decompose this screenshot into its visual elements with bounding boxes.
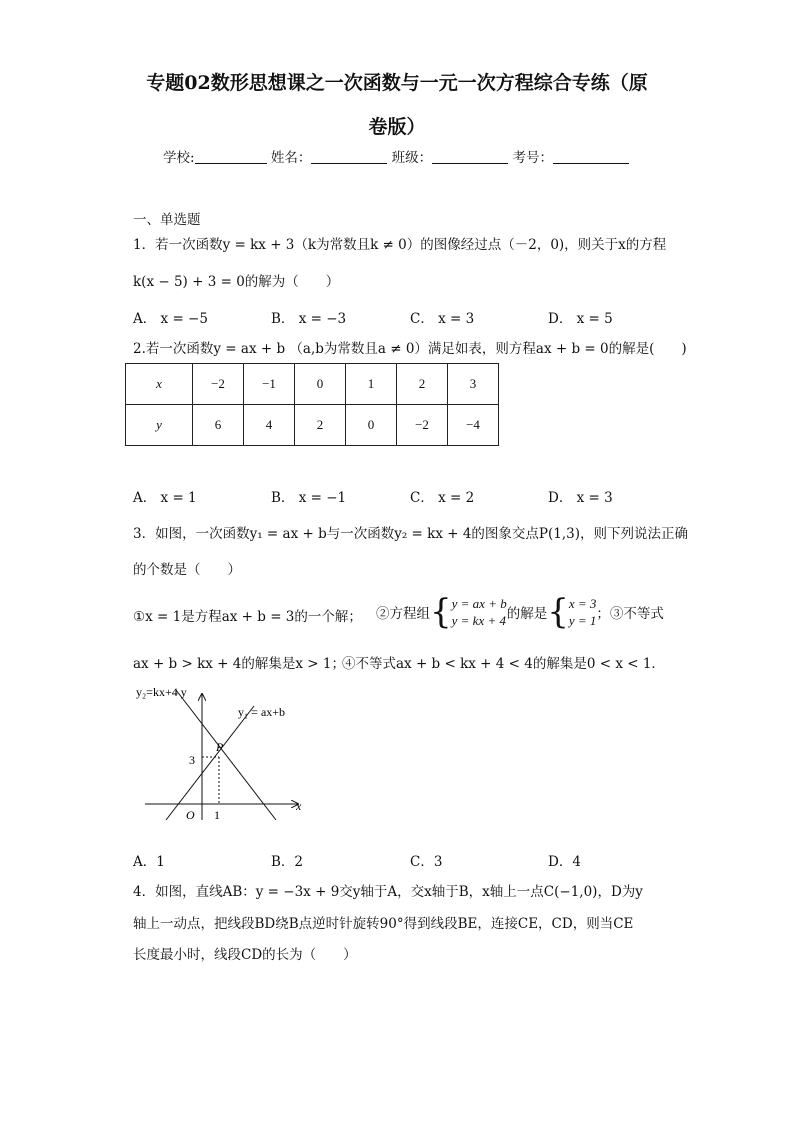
class-label: 班级： — [391, 150, 433, 166]
table-cell: 1 — [346, 364, 397, 405]
q2-option-d[interactable]: D． x = 3 — [548, 490, 613, 506]
table-row — [126, 405, 499, 446]
table-cell: −1 — [244, 364, 295, 405]
left-brace: { — [547, 592, 569, 632]
q3-s2-pre: ②方程组 — [376, 606, 430, 622]
table-cell: 0 — [295, 364, 346, 405]
system-eq-1: y = ax + b — [451, 596, 507, 611]
q1-option-d[interactable]: D． x = 5 — [548, 311, 613, 327]
q4-line2: 轴上一动点，把线段BD绕B点逆时针旋转90°得到线段BE，连接CE，CD，则当CE — [133, 916, 634, 932]
q1-option-b[interactable]: B． x = −3 — [271, 311, 347, 327]
q3-graph-figure — [130, 680, 320, 830]
q1-line1: 1．若一次函数y = kx + 3（k为常数且k ≠ 0）的图像经过点（－2，0)，则关于x的方程 — [133, 237, 667, 253]
school-label: 学校: — [163, 150, 195, 166]
q3-s2-post: ；③不等式 — [596, 606, 664, 622]
system-eq-2: y = kx + 4 — [451, 613, 506, 628]
q3-option-c[interactable]: C．3 — [410, 854, 443, 870]
table-cell: 0 — [346, 405, 397, 446]
equation-system-a — [452, 595, 507, 629]
q2-option-a[interactable]: A． x = 1 — [133, 490, 197, 506]
q2-option-b[interactable]: B． x = −1 — [271, 490, 347, 506]
number-label: 考号： — [512, 150, 553, 166]
q3-option-d[interactable]: D．4 — [548, 854, 581, 870]
q4-line3: 长度最小时，线段CD的长为（ ） — [133, 947, 357, 963]
q1-line2: k(x − 5) + 3 = 0的解为（ ） — [133, 274, 340, 290]
q3-line1: 3．如图，一次函数y₁ = ax + b与一次函数y₂ = kx + 4的图象交点P(1,3)，则下列说法正确 — [133, 526, 689, 542]
student-info-line — [163, 146, 629, 166]
equation-system-b — [569, 595, 597, 629]
table-cell: 4 — [244, 405, 295, 446]
table-cell: −2 — [193, 364, 244, 405]
q3-line2: 的个数是（ ） — [133, 562, 241, 578]
name-field[interactable] — [311, 149, 387, 164]
q2-option-c[interactable]: C． x = 2 — [410, 490, 475, 506]
q3-option-b[interactable]: B．2 — [271, 854, 304, 870]
page-title: 专题02数形思想课之一次函数与一元一次方程综合专练（原 — [146, 72, 648, 94]
table-cell: −4 — [448, 405, 499, 446]
q3-s2-mid: 的解是 — [506, 606, 548, 622]
q3-statement-4: ④不等式ax + b < kx + 4 < 4的解集是0 < x < 1． — [342, 656, 665, 672]
q3-statement-2 — [376, 590, 664, 634]
q4-line1: 4．如图，直线AB：y = −3x + 9交y轴于A，交x轴于B，x轴上一点C(−1,0)，D为y — [133, 884, 643, 900]
q2-value-table — [125, 363, 499, 446]
q1-option-c[interactable]: C． x = 3 — [410, 311, 475, 327]
label-y1: y₁ = ax+b — [238, 705, 286, 719]
table-cell: 3 — [448, 364, 499, 405]
q2-line1: 2.若一次函数y = ax + b （a,b为常数且a ≠ 0）满足如表，则方程ax + b = 0的解是( ) — [133, 341, 687, 357]
section-title: 一、单选题 — [133, 212, 201, 228]
table-header-x: x — [126, 364, 193, 405]
table-cell: 2 — [295, 405, 346, 446]
q3-statement-1: ①x = 1是方程ax + b = 3的一个解； — [133, 609, 362, 625]
table-cell: 2 — [397, 364, 448, 405]
school-field[interactable] — [195, 149, 267, 164]
table-cell: −2 — [397, 405, 448, 446]
system-sol-2: y = 1 — [568, 613, 597, 628]
left-brace: { — [430, 592, 452, 632]
page-title-line2: 卷版） — [368, 116, 426, 138]
q1-option-a[interactable]: A． x = −5 — [133, 311, 208, 327]
q3-statement-3: ax + b > kx + 4的解集是x > 1； — [133, 656, 345, 672]
label-y2: y₂=kx+4 y — [136, 685, 187, 699]
name-label: 姓名： — [270, 150, 312, 166]
label-x: x — [296, 799, 302, 813]
system-sol-1: x = 3 — [568, 596, 597, 611]
class-field[interactable] — [432, 149, 508, 164]
q3-option-a[interactable]: A．1 — [133, 854, 165, 870]
label-origin: O — [186, 808, 195, 822]
number-field[interactable] — [553, 149, 629, 164]
table-cell: 6 — [193, 405, 244, 446]
line-y1 — [166, 706, 254, 820]
table-header-y: y — [126, 405, 193, 446]
label-p: P — [216, 740, 224, 754]
label-3: 3 — [189, 753, 195, 767]
label-1: 1 — [214, 808, 220, 822]
table-row — [126, 364, 499, 405]
